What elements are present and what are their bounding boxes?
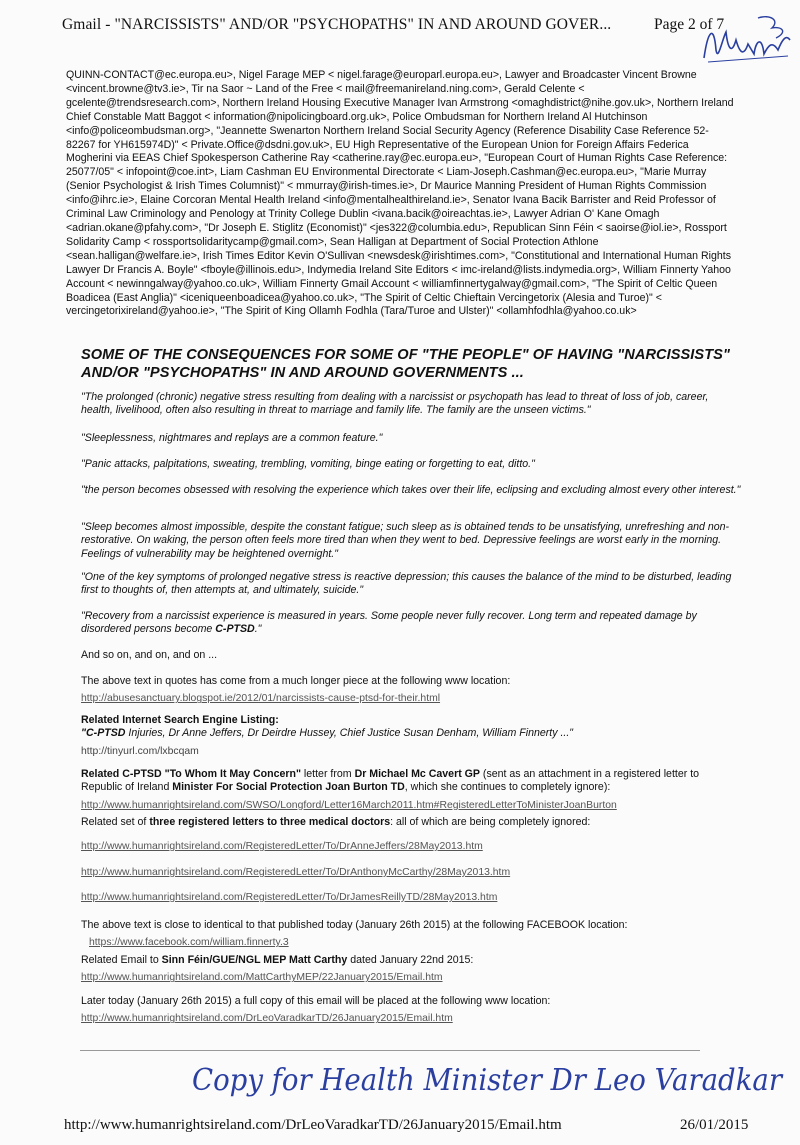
search-listing-link[interactable]: http://tinyurl.com/lxbcqam bbox=[81, 745, 199, 757]
later-link[interactable]: http://www.humanrightsireland.com/DrLeoVaradkarTD/26January2015/Email.htm bbox=[81, 1013, 453, 1025]
search-query-bold: "C-PTSD bbox=[81, 727, 126, 740]
doctor-link-jeffers[interactable]: http://www.humanrightsireland.com/RegisteredLetter/To/DrAnneJeffers/28May2013.htm bbox=[81, 841, 483, 852]
footer-date: 26/01/2015 bbox=[680, 1117, 749, 1133]
quote-3: "Panic attacks, palpitations, sweating, trembling, vomiting, binge eating or forgetting to eat, ditto." bbox=[81, 458, 535, 470]
headline: SOME OF THE CONSEQUENCES FOR SOME OF "THE PEOPLE" OF HAVING "NARCISSISTS" AND/OR "PSYCHOPATHS" IN AND AROUND GOVERNMENTS ... bbox=[81, 347, 730, 381]
footer-url: http://www.humanrightsireland.com/DrLeoVaradkarTD/26January2015/Email.htm bbox=[64, 1117, 562, 1133]
document-header-title: Gmail - "NARCISSISTS" AND/OR "PSYCHOPATHS" IN AND AROUND GOVER... bbox=[62, 16, 612, 33]
whom-letter-bold-1: Related C-PTSD "To Whom It May Concern" bbox=[81, 768, 301, 780]
handwritten-note bbox=[190, 1050, 790, 1110]
quote-1: "The prolonged (chronic) negative stress resulting from dealing with a narcissist or psychopath has lead to threat of loss of job, career, health, livelihood, often also resulting in threat to marriage and family life. The family are the unseen victims." bbox=[81, 391, 709, 417]
whom-letter-block bbox=[81, 768, 741, 813]
quote-7-text: "Recovery from a narcissist experience is measured in years. Some people never fully recover. Long term and repeated damage by disordered persons become bbox=[81, 610, 697, 636]
whom-letter-text-2: (sent as an attachment in a registered letter to Republic of Ireland bbox=[81, 768, 700, 794]
whom-letter-bold-2: Dr Michael Mc Cavert GP bbox=[354, 768, 480, 780]
whom-letter-text-3: , which she continues to completely ignore): bbox=[404, 781, 611, 794]
whom-letter-link[interactable]: http://www.humanrightsireland.com/SWSO/Longford/Letter16March2011.htm#RegisteredLetterToMinisterJoanBurton bbox=[81, 799, 617, 811]
quote-7-end: ." bbox=[254, 623, 262, 636]
quote-7-cptsd: C-PTSD bbox=[215, 623, 255, 636]
recipients-list bbox=[66, 69, 734, 319]
handwritten-signature-top bbox=[698, 10, 794, 72]
quote-2: "Sleeplessness, nightmares and replays are a common feature." bbox=[81, 432, 383, 444]
facebook-link[interactable]: https://www.facebook.com/william.finnerty.3 bbox=[89, 937, 289, 949]
doctors-text-1: Related set of bbox=[81, 816, 150, 828]
source-link[interactable]: http://abusesanctuary.blogspot.ie/2012/01/narcissists-cause-ptsd-for-their.html bbox=[81, 693, 441, 705]
doctors-text bbox=[81, 816, 741, 829]
recipients-text: QUINN-CONTACT@ec.europa.eu>, Nigel Farage MEP < nigel.farage@europarl.europa.eu>, Lawyer and Broadcaster Vincent Browne <vincent.browne@tv3.ie>, Tir na Saor ~ Land of the Free < mail@freemanireland.ning.com>, Gerald Celente < gcelente@trendsresearch.com>, Northern Ireland Housing Executive Manager Ivan Armstrong <omaghdistrict@nihe.gov.uk>, Northern Ireland Chief Constable Matt Baggot < information@nipolicingboard.org.uk>, Police Ombudsman for Northern Ireland Al Hutchinson <info@policeombudsman.org>, "Jeannette Swenarton Northern Ireland Social Security Agency (Reference Disability Case Reference 52-82267 for YH615974D)" < Private.Office@dsdni.gov.uk>, EU High Representative of the European Union for Foreign Affairs Federica Mogherini via EEAS Chief Spokesperson Catherine Ray <catherine.ray@ec.europa.eu>, "European Court of Human Rights Case Reference: 25077/05" < infopoint@coe.int>, Liam Cashman EU Environmental Directorate < Liam-Joseph.Cashman@ec.europa.eu>, "Marie Murray (Senior Psychologist & Irish Times Columnist)" < mmurray@irish-times.ie>, Dr Maurice Manning President of Human Rights Commission <info@ihrc.ie>, Elaine Corcoran Mental Health Ireland <info@mentalhealthireland.ie>, Senator Ivana Bacik Barrister and Reid Professor of Criminal Law Criminology and Penology at Trinity College Dublin <ivana.bacik@oireachtas.ie>, Lawyer Adrian O' Kane Omagh <adrian.okane@pfahy.com>, "Dr Joseph E. Stiglitz (Economist)" <jes322@columbia.edu>, Republican Sinn Féin < saoirse@iol.ie>, Rossport Solidarity Camp < rossportsolidaritycamp@gmail.com>, Sean Halligan at Department of Social Protection Athlone <sean.halligan@welfare.ie>, Irish Times Editor Kevin O'Sullivan <newsdesk@irishtimes.com>, "Constitutional and International Human Rights Lawyer Dr Francis A. Boyle" <fboyle@illinois.edu>, Indymedia Ireland Site Editors < imc-ireland@lists.indymedia.org>, William Finnerty Yahoo Account < newinngalway@yahoo.co.uk>, William Finnerty Gmail Account < williamfinnertygalway@gmail.com>, "The Spirit of Celtic Queen Boadicea (East Anglia)" <iceniqueenboadicea@yahoo.co.uk>, "The Spirit of Celtic Chieftain Vercingetorix (Alesia and Turoe)" < vercingetorixireland@yahoo.ie>, "The Spirit of King Ollamh Fodhla (Tara/Turoe and Ulster)" <ollamhfodhla@yahoo.co.uk> bbox=[66, 69, 734, 318]
sinn-fein-block bbox=[81, 954, 741, 985]
and-so-on: And so on, and on, and on ... bbox=[81, 649, 218, 661]
quote-5: "Sleep becomes almost impossible, despite the constant fatigue; such sleep as is obtained tends to be unsatisfying, unrefreshing and non-restorative. On waking, the person often feels more tired than when they went to bed. Depressive feelings are worst early in the morning. Feelings of vulnerability may be heightened overnight." bbox=[81, 521, 730, 560]
sinn-fein-text-2: dated January 22nd 2015: bbox=[347, 954, 474, 966]
quote-7 bbox=[81, 610, 741, 637]
sinn-fein-text bbox=[81, 954, 741, 967]
search-listing-query bbox=[81, 727, 741, 740]
whom-letter-text-1: letter from bbox=[300, 768, 355, 780]
search-listing-block bbox=[81, 714, 741, 759]
facebook-block bbox=[81, 919, 741, 950]
sinn-fein-link[interactable]: http://www.humanrightsireland.com/MattCarthyMEP/22January2015/Email.htm bbox=[81, 972, 443, 984]
doctors-bold: three registered letters to three medical doctors bbox=[149, 816, 391, 828]
source-text: The above text in quotes has come from a much longer piece at the following www location: bbox=[81, 675, 511, 687]
source-block bbox=[81, 675, 741, 706]
doctors-text-2: : all of which are being completely ignored: bbox=[390, 816, 591, 828]
quote-4: "the person becomes obsessed with resolving the experience which takes over their life, eclipsing and excluding almost every other interest." bbox=[81, 484, 741, 496]
doctor-link-mccarthy[interactable]: http://www.humanrightsireland.com/RegisteredLetter/To/DrAnthonyMcCarthy/28May2013.htm bbox=[81, 867, 511, 878]
sinn-fein-text-1: Related Email to bbox=[81, 954, 162, 966]
facebook-text: The above text is close to identical to that published today (January 26th 2015) at the following FACEBOOK location: bbox=[81, 919, 628, 931]
search-listing-heading: Related Internet Search Engine Listing: bbox=[81, 714, 279, 726]
page-number: Page 2 of 7 bbox=[654, 16, 725, 33]
whom-letter-bold-3: Minister For Social Protection Joan Burton TD bbox=[172, 781, 405, 794]
later-block bbox=[81, 995, 741, 1026]
doctor-link-reilly[interactable]: http://www.humanrightsireland.com/RegisteredLetter/To/DrJamesReillyTD/28May2013.htm bbox=[81, 892, 498, 903]
handwritten-note-text: Copy for Health Minister Dr Leo Varadkar bbox=[192, 1063, 784, 1098]
search-query-rest: Injuries, Dr Anne Jeffers, Dr Deirdre Hussey, Chief Justice Susan Denham, William Finnerty ..." bbox=[125, 727, 574, 740]
whom-letter-text bbox=[81, 768, 741, 795]
later-text: Later today (January 26th 2015) a full copy of this email will be placed at the following www location: bbox=[81, 995, 551, 1007]
quote-6: "One of the key symptoms of prolonged negative stress is reactive depression; this causes the balance of the mind to be disturbed, leading first to thoughts of, then attempts at, and ultimately, suicide." bbox=[81, 571, 732, 597]
sinn-fein-bold: Sinn Féin/GUE/NGL MEP Matt Carthy bbox=[161, 954, 348, 966]
